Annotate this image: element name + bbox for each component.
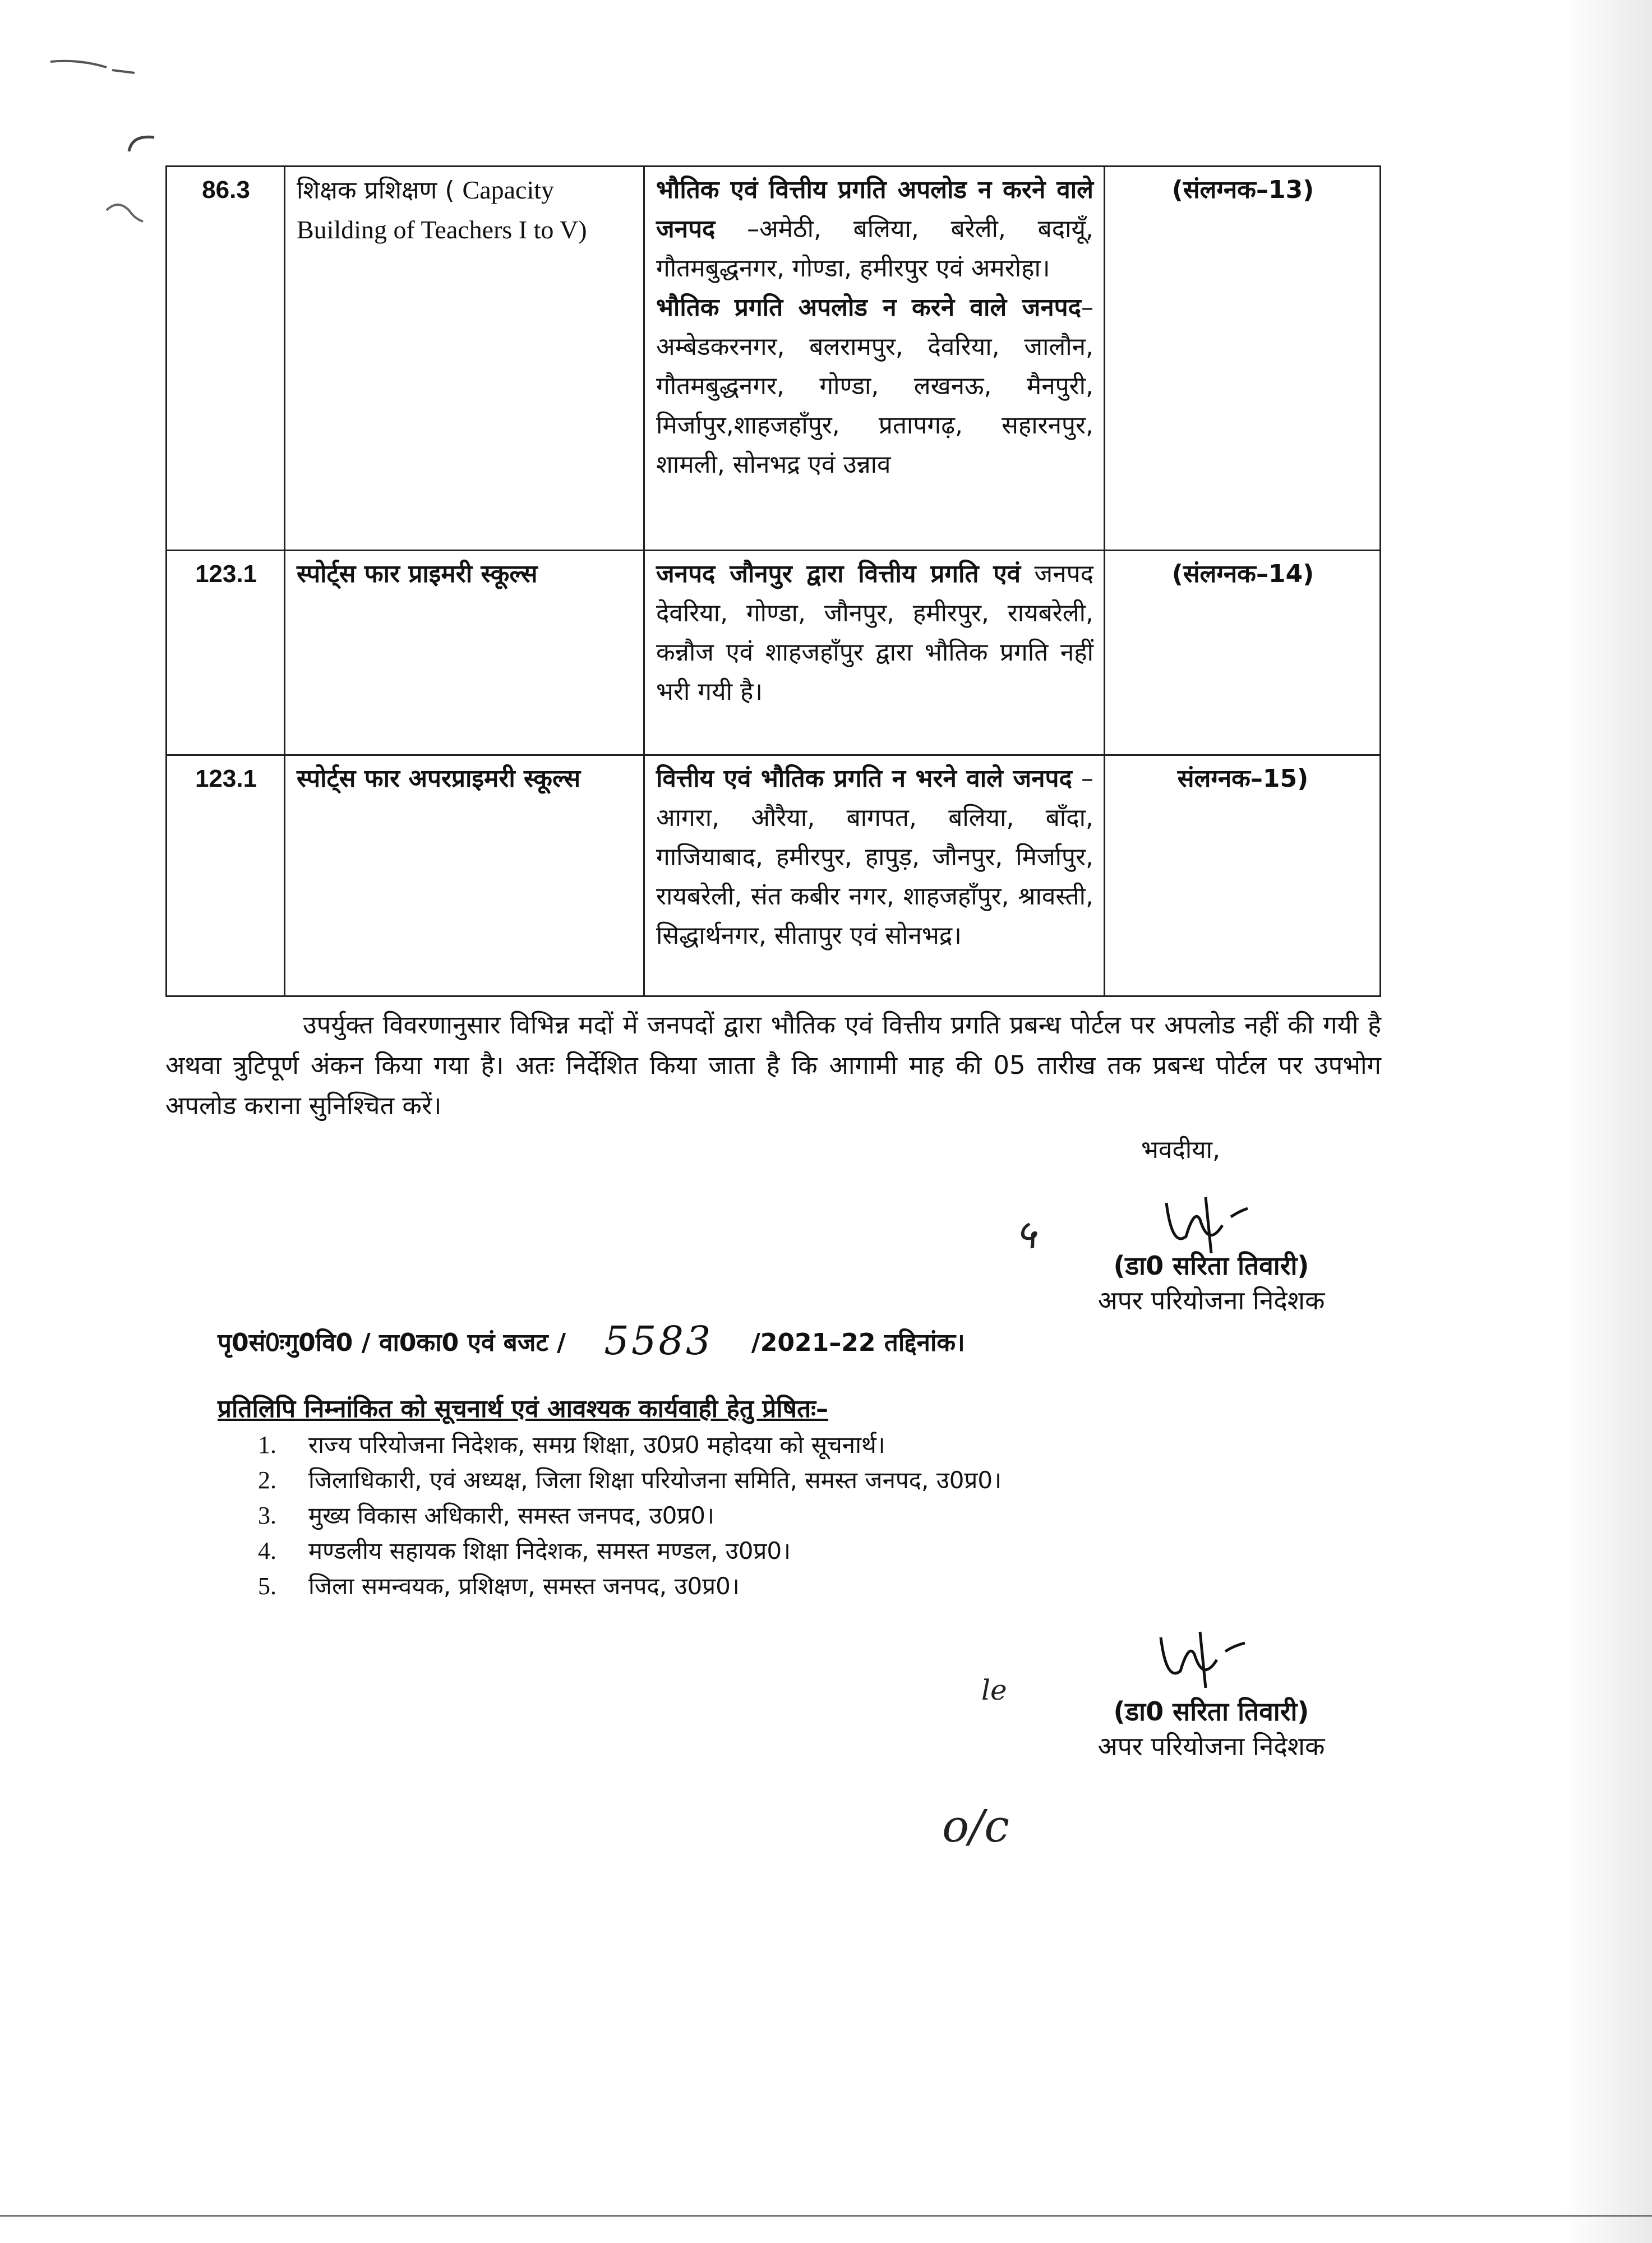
list-item: 3. मुख्य विकास अधिकारी, समस्त जनपद, उ0प्र0। [258, 1502, 714, 1529]
signatory-name: (डा0 सरिता तिवारी) [1113, 1696, 1309, 1727]
signatory-designation: अपर परियोजना निदेशक [1097, 1285, 1325, 1316]
body-paragraph: उपर्युक्त विवरणानुसार विभिन्न मदों में जनपदों द्वारा भौतिक एवं वित्तीय प्रगति प्रबन्ध पोर्टल पर अपलोड नहीं की गयी है अथवा त्रुटिपूर्ण अंकन किया गया है। अतः निर्देशित किया जाता है कि आगामी माह की 05 तारीख तक प्रबन्ध पोर्टल पर उपभोग अपलोड कराना सुनिश्चित करें। [165, 1010, 1381, 1120]
signature-block-2 [1054, 1693, 1368, 1763]
list-item: 1. राज्य परियोजना निदेशक, समग्र शिक्षा, उ0प्र0 महोदया को सूचनार्थ। [258, 1431, 885, 1459]
row-annexure: (संलग्नक–13) [1105, 167, 1381, 551]
row-description: वित्तीय एवं भौतिक प्रगति न भरने वाले जनपद –आगरा, औरैया, बागपत, बलिया, बाँदा, गाजियाबाद, हमीरपुर, हापुड़, जौनपुर, मिर्जापुर, रायबरेली, संत कबीर नगर, शाहजहाँपुर, श्रावस्ती, सिद्धार्थनगर, सीतापुर एवं सोनभद्र। [644, 755, 1105, 996]
signatory-name: (डा0 सरिता तिवारी) [1113, 1250, 1309, 1281]
row-number: 123.1 [167, 551, 285, 755]
row-item-name: स्पोर्ट्स फार प्राइमरी स्कूल्स [285, 551, 644, 755]
punch-hole-mark-2 [101, 199, 151, 233]
closing-salutation: भवदीया, [1141, 1136, 1221, 1164]
row-number: 123.1 [167, 755, 285, 996]
handwritten-note-initial: ५ [1015, 1211, 1036, 1258]
progress-table [165, 165, 1381, 997]
dispatch-reference: पृ0सं0ःगु0वि0 / वा0का0 एवं बजट / 5583 /2021–22 तद्दिनांक। [218, 1318, 965, 1364]
dispatch-number: 5583 [604, 1318, 713, 1364]
signature-scribble-2 [1150, 1621, 1262, 1693]
list-item: 2. जिलाधिकारी, एवं अध्यक्ष, जिला शिक्षा परियोजना समिति, समस्त जनपद, उ0प्र0। [258, 1466, 1002, 1494]
row-item-name: स्पोर्ट्स फार अपरप्राइमरी स्कूल्स [285, 755, 644, 996]
table-row [167, 755, 1381, 996]
copy-to-list [258, 1427, 1002, 1604]
row-description: जनपद जौनपुर द्वारा वित्तीय प्रगति एवं जनपद देवरिया, गोण्डा, जौनपुर, हमीरपुर, रायबरेली, कन्नौज एवं शाहजहाँपुर द्वारा भौतिक प्रगति नहीं भरी गयी है। [644, 551, 1105, 755]
row-description: भौतिक एवं वित्तीय प्रगति अपलोड न करने वाले जनपद –अमेठी, बलिया, बरेली, बदायूँ, गौतमबुद्धनगर, गोण्डा, हमीरपुर एवं अमरोहा। भौतिक प्रगति अपलोड न करने वाले जनपद–अम्बेडकरनगर, बलरामपुर, देवरिया, जालौन, गौतमबुद्धनगर, गोण्डा, लखनऊ, मैनपुरी, मिर्जापुर,शाहजहाँपुर, प्रतापगढ़, सहारनपुर, शामली, सोनभद्र एवं उन्नाव [644, 167, 1105, 551]
row-number: 86.3 [167, 167, 285, 551]
row-annexure: (संलग्नक–14) [1105, 551, 1381, 755]
handwritten-note-initial-2: le [981, 1674, 1007, 1706]
row-item-name: शिक्षक प्रशिक्षण ( Capacity Building of Teachers I to V) [285, 167, 644, 551]
list-item: 5. जिला समन्वयक, प्रशिक्षण, समस्त जनपद, उ0प्र0। [258, 1572, 740, 1600]
scan-edge-shadow [1562, 0, 1652, 2243]
list-item: 4. मण्डलीय सहायक शिक्षा निदेशक, समस्त मण्डल, उ0प्र0। [258, 1537, 791, 1564]
page-bottom-edge [0, 2215, 1652, 2217]
row-annexure: संलग्नक–15) [1105, 755, 1381, 996]
punch-hole-mark-1 [123, 129, 163, 157]
handwritten-note-oc: o/c [942, 1800, 1009, 1852]
table-row [167, 167, 1381, 551]
signature-block-1 [1054, 1248, 1368, 1317]
signatory-designation: अपर परियोजना निदेशक [1097, 1731, 1325, 1761]
scan-mark-top [45, 50, 146, 84]
table-row [167, 551, 1381, 755]
copy-to-heading: प्रतिलिपि निम्नांकित को सूचनार्थ एवं आवश्यक कार्यवाही हेतु प्रेषितः– [218, 1395, 829, 1423]
